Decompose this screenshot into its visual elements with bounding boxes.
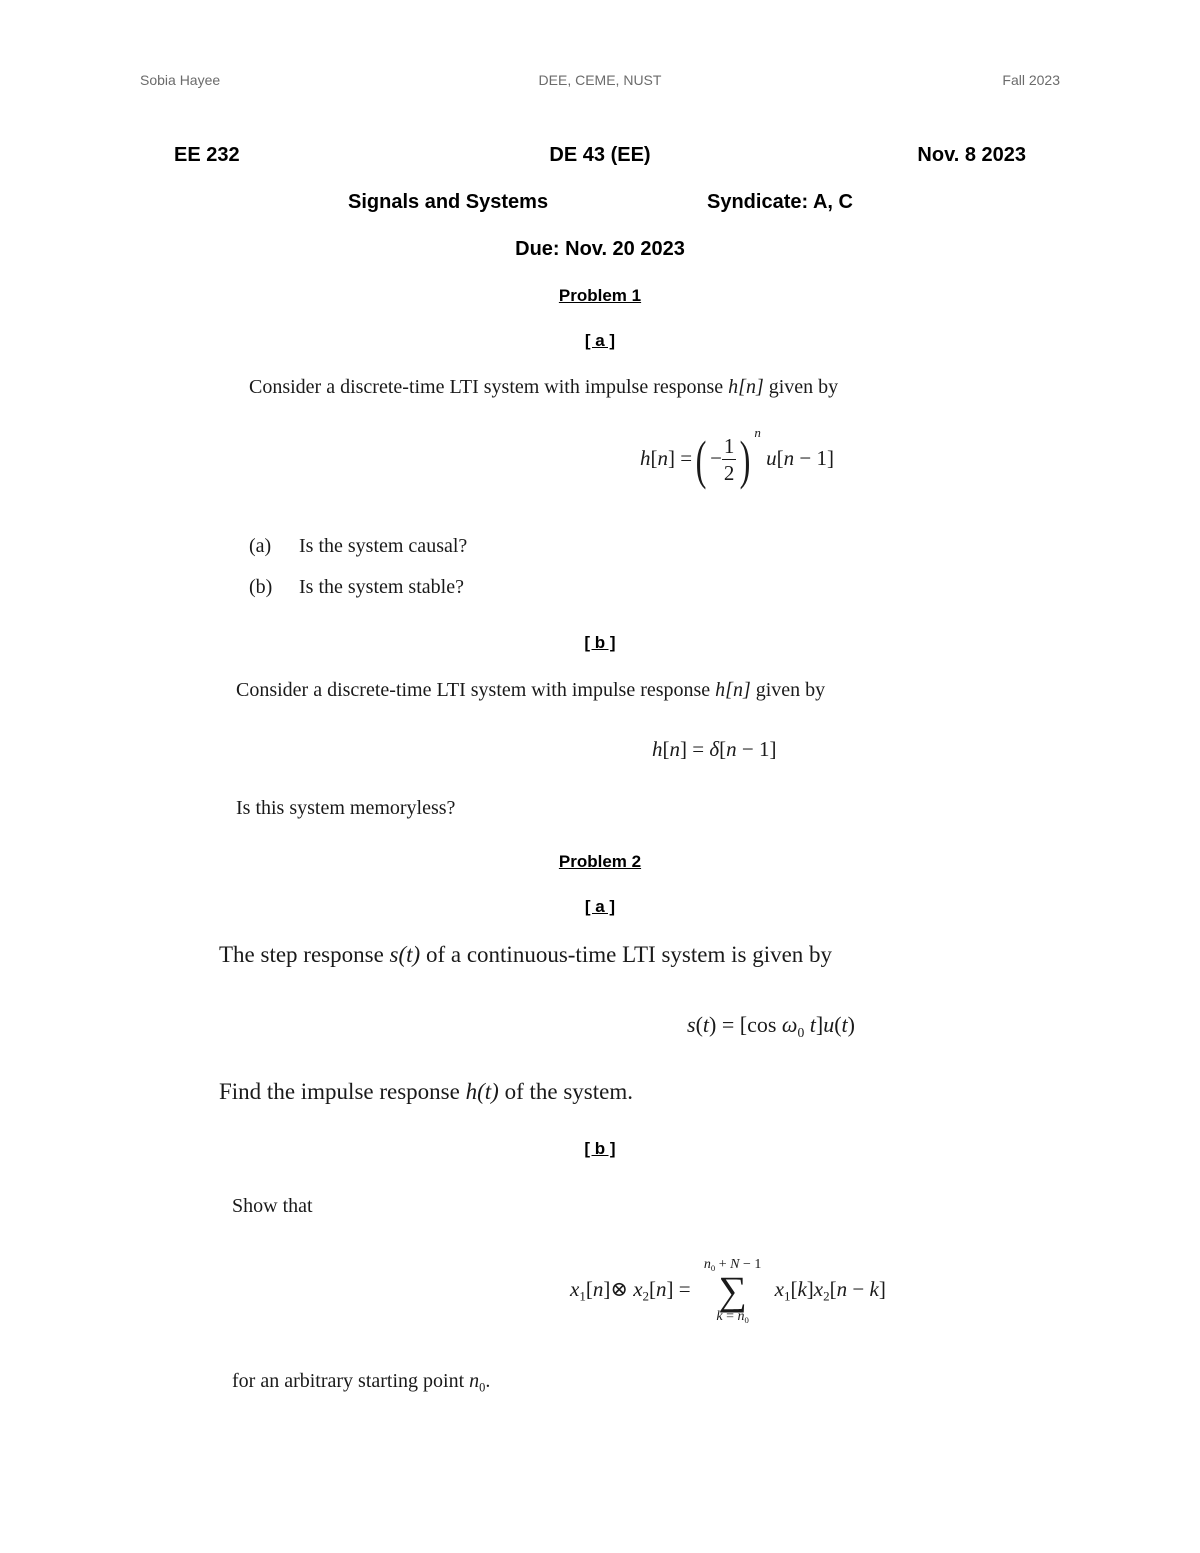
course-code: EE 232: [174, 144, 240, 166]
problem-1b-intro: Consider a discrete-time LTI system with impulse response h[n] given by: [236, 679, 826, 701]
problem-1b-question: Is this system memoryless?: [236, 797, 456, 819]
problem-1a-intro: Consider a discrete-time LTI system with impulse response h[n] given by: [249, 376, 839, 398]
problem-1a-question-b: (b) Is the system stable?: [249, 576, 464, 598]
equation-circular-convolution: $x_1[n]\otimes$ $x_2[n]$ = $n_0 + N - 1$ ∑ $k = n_0$ $x_1[k]x_2[n - k]$: [570, 1257, 886, 1326]
problem-2-title: Problem 2: [558, 852, 642, 871]
problem-1a-question-a: (a) Is the system causal?: [249, 535, 468, 557]
problem-2b-intro: Show that: [232, 1195, 313, 1217]
problem-2a-intro: The step response s(t) of a continuous-time LTI system is given by: [219, 942, 833, 967]
problem-1-part-b-label: [ b ]: [584, 633, 616, 652]
issue-date: Nov. 8 2023: [917, 144, 1026, 166]
equation-h-n-power: h[n] =( − $\frac{1}{2}$ ) $^n$ u[n − 1]: [640, 425, 834, 491]
problem-1-part-a-label: [ a ]: [584, 331, 616, 350]
problem-1-title: Problem 1: [558, 286, 642, 305]
syndicate: Syndicate: A, C: [707, 191, 853, 213]
problem-2a-question: Find the impulse response h(t) of the system.: [219, 1079, 633, 1104]
header-author: Sobia Hayee: [140, 72, 221, 88]
subject-title: Signals and Systems: [348, 191, 549, 213]
header-term: Fall 2023: [1002, 72, 1060, 88]
equation-h-n-delta: h[n] = δ[n − 1]: [652, 737, 777, 761]
problem-2-part-b-label: [ b ]: [584, 1139, 616, 1158]
equation-step-response: s(t) = [cos $\omega_0$ t]u(t): [687, 1012, 855, 1040]
problem-2-part-a-label: [ a ]: [584, 897, 616, 916]
problem-2b-closing: for an arbitrary starting point $n_0$.: [232, 1370, 491, 1395]
header-department: DEE, CEME, NUST: [538, 72, 662, 88]
due-date: Due: Nov. 20 2023: [515, 238, 685, 260]
batch: DE 43 (EE): [549, 144, 651, 166]
